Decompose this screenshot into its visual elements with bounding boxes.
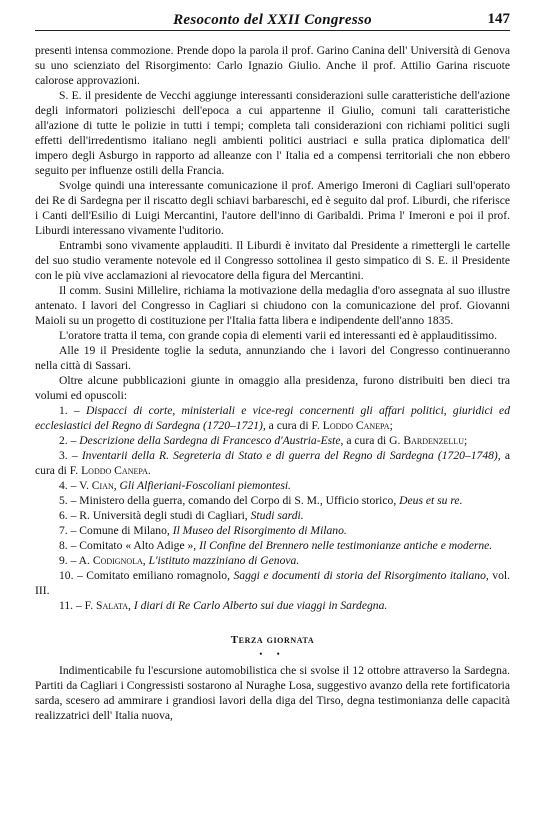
item-number: 10. –	[59, 569, 83, 582]
paragraph: L'oratore tratta il tema, con grande copia di elementi varii ed interessanti ed è applauditissimo.	[59, 329, 497, 342]
item-curator-prefix: a cura di F.	[268, 419, 320, 432]
item-number: 6. –	[59, 509, 77, 522]
item-title: Inventarii della R. Segreteria di Stato e di guerra del Regno di Sardegna (1720–1748),	[81, 449, 501, 462]
item-author-name: Cian	[91, 479, 114, 492]
item-title: L'istituto mazziniano di Genova.	[148, 554, 300, 567]
paragraph: Svolge quindi una interessante comunicazione il prof. Amerigo Imeroni di Cagliari sull'operato dei Re di Sardegna per il riscatto degli schiavi barbareschi, ed è seguito dal prof. Liburdi, che riferisce i Canti dell'Esilio di Luigi Mercantini, l'autore dell'inno di Garibaldi. Prima l' Imeroni e poi il prof. Liburdi interessano vivamente l'uditorio.	[35, 179, 510, 237]
item-number: 1. –	[59, 404, 80, 417]
item-author-initial: V.	[79, 479, 89, 492]
paragraph: Entrambi sono vivamente applauditi. Il Liburdi è invitato dal Presidente a rimettergli le cartelle del suo studio veramente notevole ed il Congresso sottolinea il gesto simpatico di S. E. il Presidente con le più vive acclamazioni al rievocatore della figura del Mercantini.	[35, 239, 510, 282]
section-heading: Terza giornata	[230, 634, 315, 646]
item-author-name: Codignola	[92, 554, 143, 567]
item-number: 8. –	[59, 539, 77, 552]
item-title: Descrizione della Sardegna di Francesco d'Austria-Este,	[79, 434, 344, 447]
publication-list	[35, 403, 510, 613]
item-punct: ;	[389, 419, 393, 432]
item-number: 11. –	[59, 599, 82, 612]
ornament-dots: • •	[259, 649, 286, 659]
item-title: Deus et su re.	[399, 494, 463, 507]
item-curator-prefix: a cura di G.	[346, 434, 401, 447]
item-title: Il Confine del Brennero nelle testimonianze antiche e moderne.	[199, 539, 493, 552]
paragraph: Alle 19 il Presidente toglie la seduta, annunziando che i lavori del Congresso continueranno nella città di Sassari.	[35, 344, 510, 372]
list-item	[35, 538, 510, 553]
item-publisher: R. Università degli studi di Cagliari,	[79, 509, 248, 522]
item-curator-name: Loddo Canepa	[81, 464, 148, 477]
item-publisher: Comitato « Alto Adige »,	[79, 539, 197, 552]
running-title: Resoconto del XXII Congresso	[173, 12, 372, 28]
list-item: 4. – V. Cian, Gli Alfieriani-Foscoliani piemontesi.	[59, 479, 291, 492]
item-curator-prefix: a cura di F.	[35, 449, 510, 477]
item-title: I diari di Re Carlo Alberto sui due viaggi in Sardegna.	[133, 599, 388, 612]
paragraph: Indimenticabile fu l'escursione automobilistica che si svolse il 12 ottobre attraverso la Sardegna. Partiti da Cagliari i Congressisti sostarono al Nuraghe Losa, suggestivo avanzo della rete fortificatoria sarda, scesero ad ammirare i grandiosi lavori della diga del Tirso, degna testimonianza delle capacità realizzatrici dell' Italia nuova,	[35, 664, 510, 722]
list-item	[35, 403, 510, 433]
item-title: Gli Alfieriani-Foscoliani piemontesi.	[119, 479, 291, 492]
list-item	[35, 523, 510, 538]
list-item	[35, 493, 510, 508]
item-number: 9. –	[59, 554, 77, 567]
item-publisher: Comune di Milano,	[79, 524, 170, 537]
item-number: 7. –	[59, 524, 77, 537]
item-title: Il Museo del Risorgimento di Milano.	[172, 524, 347, 537]
page-body	[35, 43, 510, 723]
item-punct: ;	[463, 434, 468, 447]
list-item	[35, 433, 510, 448]
list-item	[35, 568, 510, 598]
item-number: 3. –	[59, 449, 78, 462]
paragraph: Oltre alcune pubblicazioni giunte in omaggio alla presidenza, furono distribuiti ben dieci tra volumi ed opuscoli:	[35, 374, 510, 402]
list-item: 9. – A. Codignola, L'istituto mazziniano di Genova.	[59, 554, 300, 567]
page-number: 147	[487, 11, 510, 27]
item-author-initial: A.	[78, 554, 90, 567]
item-number: 5. –	[59, 494, 77, 507]
item-author-name: Salata	[96, 599, 129, 612]
item-title: Saggi e documenti di storia del Risorgimento italiano,	[233, 569, 489, 582]
item-curator-name: Loddo Canepa	[322, 419, 390, 432]
item-author-initial: F.	[84, 599, 94, 612]
paragraph: presenti intensa commozione. Prende dopo la parola il prof. Garino Canina dell' Università di Genova su uno scienziato del Risorgimento: Carlo Ignazio Giulio. Anche il prof. Attilio Garina riscuote calorose approvazioni.	[35, 44, 510, 87]
item-publisher: Ministero della guerra, comando del Corpo di S. M., Ufficio storico,	[79, 494, 397, 507]
paragraph: Il comm. Susini Millelire, richiama la motivazione della medaglia d'oro assegnata al suo illustre antenato. I lavori del Congresso in Cagliari si chiudono con la comunicazione del prof. Giovanni Maioli su un progetto di costituzione per l'Italia fatta libera e indipendente dell'anno 1835.	[35, 284, 510, 327]
item-title: Dispacci di corte, ministeriali e vice-regi concernenti gli affari politici, giuridici ed ecclesiastici del Regno di Sardegna (1720–1721),	[35, 404, 510, 432]
item-punct: .	[147, 464, 151, 477]
running-header	[35, 8, 510, 31]
item-curator-name: Bardenzellu	[403, 434, 464, 447]
item-title: Studi sardi.	[250, 509, 304, 522]
list-item: 11. – F. Salata, I diari di Re Carlo Alberto sui due viaggi in Sardegna.	[59, 599, 388, 612]
list-item	[35, 508, 510, 523]
paragraph: S. E. il presidente de Vecchi aggiunge interessanti considerazioni sulle caratteristiche dell'azione degli informatori polizieschi dell'epoca a cui appartenne il Giulio, comuni tali caratteristiche all'azione di tutte le polizie in tutti i tempi; completa tali considerazioni con richiami politici sugli effetti dell'irredentismo italiano negli ambienti politici austriaci e sulla pratica diplomatica dell' impero degli Asburgo in rapporto ad alleanze con l' Italia ed a compensi territoriali che non ebbero seguito per influenze ostili della Francia.	[35, 89, 510, 177]
list-item	[35, 448, 510, 478]
item-number: 2. –	[59, 434, 77, 447]
item-volume: vol. III.	[35, 569, 510, 597]
item-publisher: Comitato emiliano romagnolo,	[86, 569, 230, 582]
item-number: 4. –	[59, 479, 77, 492]
